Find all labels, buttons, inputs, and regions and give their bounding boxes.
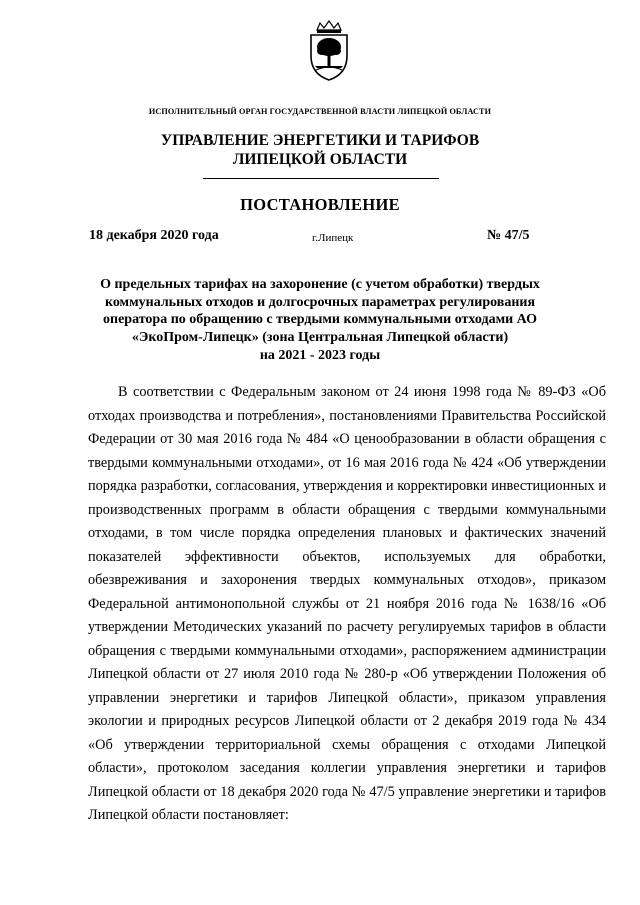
- title-line-5: на 2021 - 2023 годы: [259, 347, 381, 363]
- title-line-3: оператора по обращению с твердыми коммунальными отходами АО: [103, 312, 537, 328]
- body-paragraph: В соответствии с Федеральным законом от 24 июня 1998 года № 89-ФЗ «Об отходах производства и потребления», постановлениями Правительства Российской Федерации от 30 мая 2016 года № 484 «О ценообразовании в области обращения с твердыми коммунальными отходами», от 16 мая 2016 года № 424 «Об утверждении порядка разработки, согласования, утверждения и корректировки инвестиционных и производственных программ в области обращения с твердыми коммунальными отходами, в том числе порядка определения плановых и фактических значений показателей эффективности объектов, используемых для обработки, обезвреживания и захоронения твердых коммунальных отходов», приказом Федеральной антимонопольной службы от 21 ноября 2016 года № 1638/16 «Об утверждении Методических указаний по расчету регулируемых тарифов в области обращения с твердыми коммунальными отходами», распоряжением администрации Липецкой области от 27 июля 2010 года № 280-р «Об утверждении Положения об управлении энергетики и тарифов Липецкой области», приказом управления экологии и природных ресурсов Липецкой области от 2 декабря 2019 года № 434 «Об утверждении территориальной схемы обращения с отходами Липецкой области», протоколом заседания коллегии управления энергетики и тарифов Липецкой области от 18 декабря 2020 года № 47/5 управление энергетики и тарифов Липецкой области постановляет:: [88, 384, 606, 823]
- department-name: [0, 131, 640, 169]
- document-date: 18 декабря 2020 года: [89, 228, 219, 243]
- authority-name: ИСПОЛНИТЕЛЬНЫЙ ОРГАН ГОСУДАРСТВЕННОЙ ВЛАСТИ ЛИПЕЦКОЙ ОБЛАСТИ: [148, 107, 492, 116]
- title-line-4: «ЭкоПром-Липецк» (зона Центральная Липецкой области): [131, 330, 509, 346]
- document-number: № 47/5: [487, 228, 530, 243]
- coat-of-arms-icon: [305, 20, 353, 82]
- document-type: ПОСТАНОВЛЕНИЕ: [240, 195, 400, 214]
- title-line-1: О предельных тарифах на захоронение (с учетом обработки) твердых: [100, 277, 540, 292]
- document-title: [0, 276, 640, 365]
- document-city: г.Липецк: [312, 232, 354, 244]
- department-line-1: УПРАВЛЕНИЕ ЭНЕРГЕТИКИ И ТАРИФОВ: [160, 132, 480, 149]
- department-line-2: ЛИПЕЦКОЙ ОБЛАСТИ: [232, 151, 408, 168]
- title-line-2: коммунальных отходов и долгосрочных параметрах регулирования: [104, 294, 536, 310]
- header-divider: [203, 178, 439, 179]
